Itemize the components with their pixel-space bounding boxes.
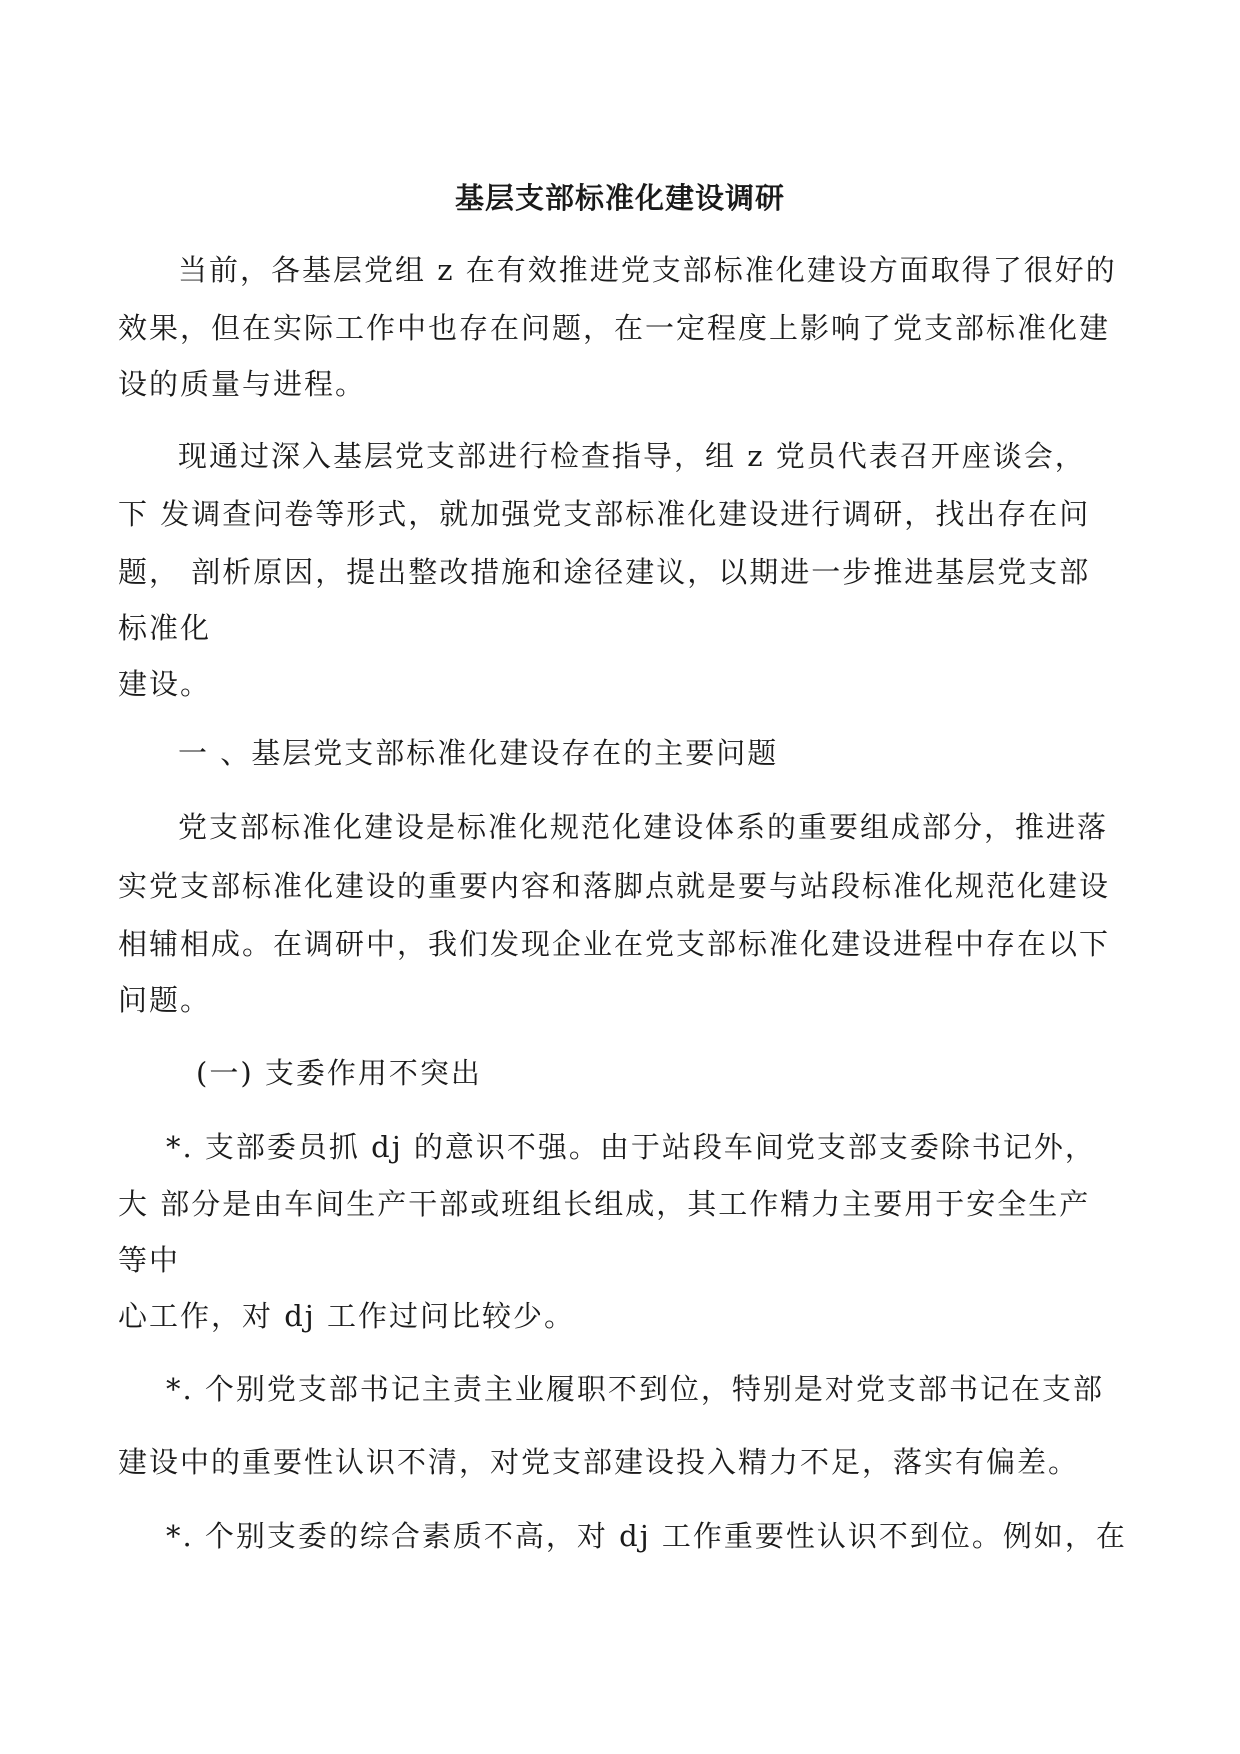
paragraph-line: 大 部分是由车间生产干部或班组长组成，其工作精力主要用于安全生产 (118, 1187, 1091, 1221)
subsection-heading: (一) 支委作用不突出 (196, 1056, 482, 1090)
paragraph-line: 标准化 (118, 611, 212, 645)
paragraph-line: 问题。 (118, 983, 212, 1017)
paragraph-line: 现通过深入基层党支部进行检查指导，组 z 党员代表召开座谈会， (178, 439, 1086, 473)
paragraph-line: 建设。 (118, 667, 212, 701)
paragraph-line: *. 个别党支部书记主责主业履职不到位，特别是对党支部书记在支部 (166, 1372, 1104, 1406)
paragraph-line: 当前，各基层党组 z 在有效推进党支部标准化建设方面取得了很好的 (178, 253, 1117, 287)
paragraph-line: 题， 剖析原因，提出整改措施和途径建议，以期进一步推进基层党支部 (118, 555, 1091, 589)
paragraph-line: 党支部标准化建设是标准化规范化建设体系的重要组成部分，推进落 (178, 810, 1109, 844)
paragraph-line: 建设中的重要性认识不清，对党支部建设投入精力不足，落实有偏差。 (118, 1445, 1080, 1479)
paragraph-line: 设的质量与进程。 (118, 367, 367, 401)
paragraph-line: 效果，但在实际工作中也存在问题，在一定程度上影响了党支部标准化建 (118, 311, 1111, 345)
paragraph-line: 等中 (118, 1243, 181, 1277)
section-heading: 一 、基层党支部标准化建设存在的主要问题 (178, 736, 779, 770)
paragraph-line: 心工作，对 dj 工作过问比较少。 (118, 1299, 575, 1333)
paragraph-line: 实党支部标准化建设的重要内容和落脚点就是要与站段标准化规范化建设 (118, 869, 1111, 903)
paragraph-line: 相辅相成。在调研中，我们发现企业在党支部标准化建设进程中存在以下 (118, 927, 1111, 961)
document-title: 基层支部标准化建设调研 (454, 181, 785, 215)
paragraph-line: 下 发调查问卷等形式，就加强党支部标准化建设进行调研，找出存在问 (118, 497, 1091, 531)
paragraph-line: *. 个别支委的综合素质不高，对 dj 工作重要性认识不到位。例如，在 (166, 1519, 1127, 1553)
paragraph-line: *. 支部委员抓 dj 的意识不强。由于站段车间党支部支委除书记外， (166, 1130, 1096, 1164)
